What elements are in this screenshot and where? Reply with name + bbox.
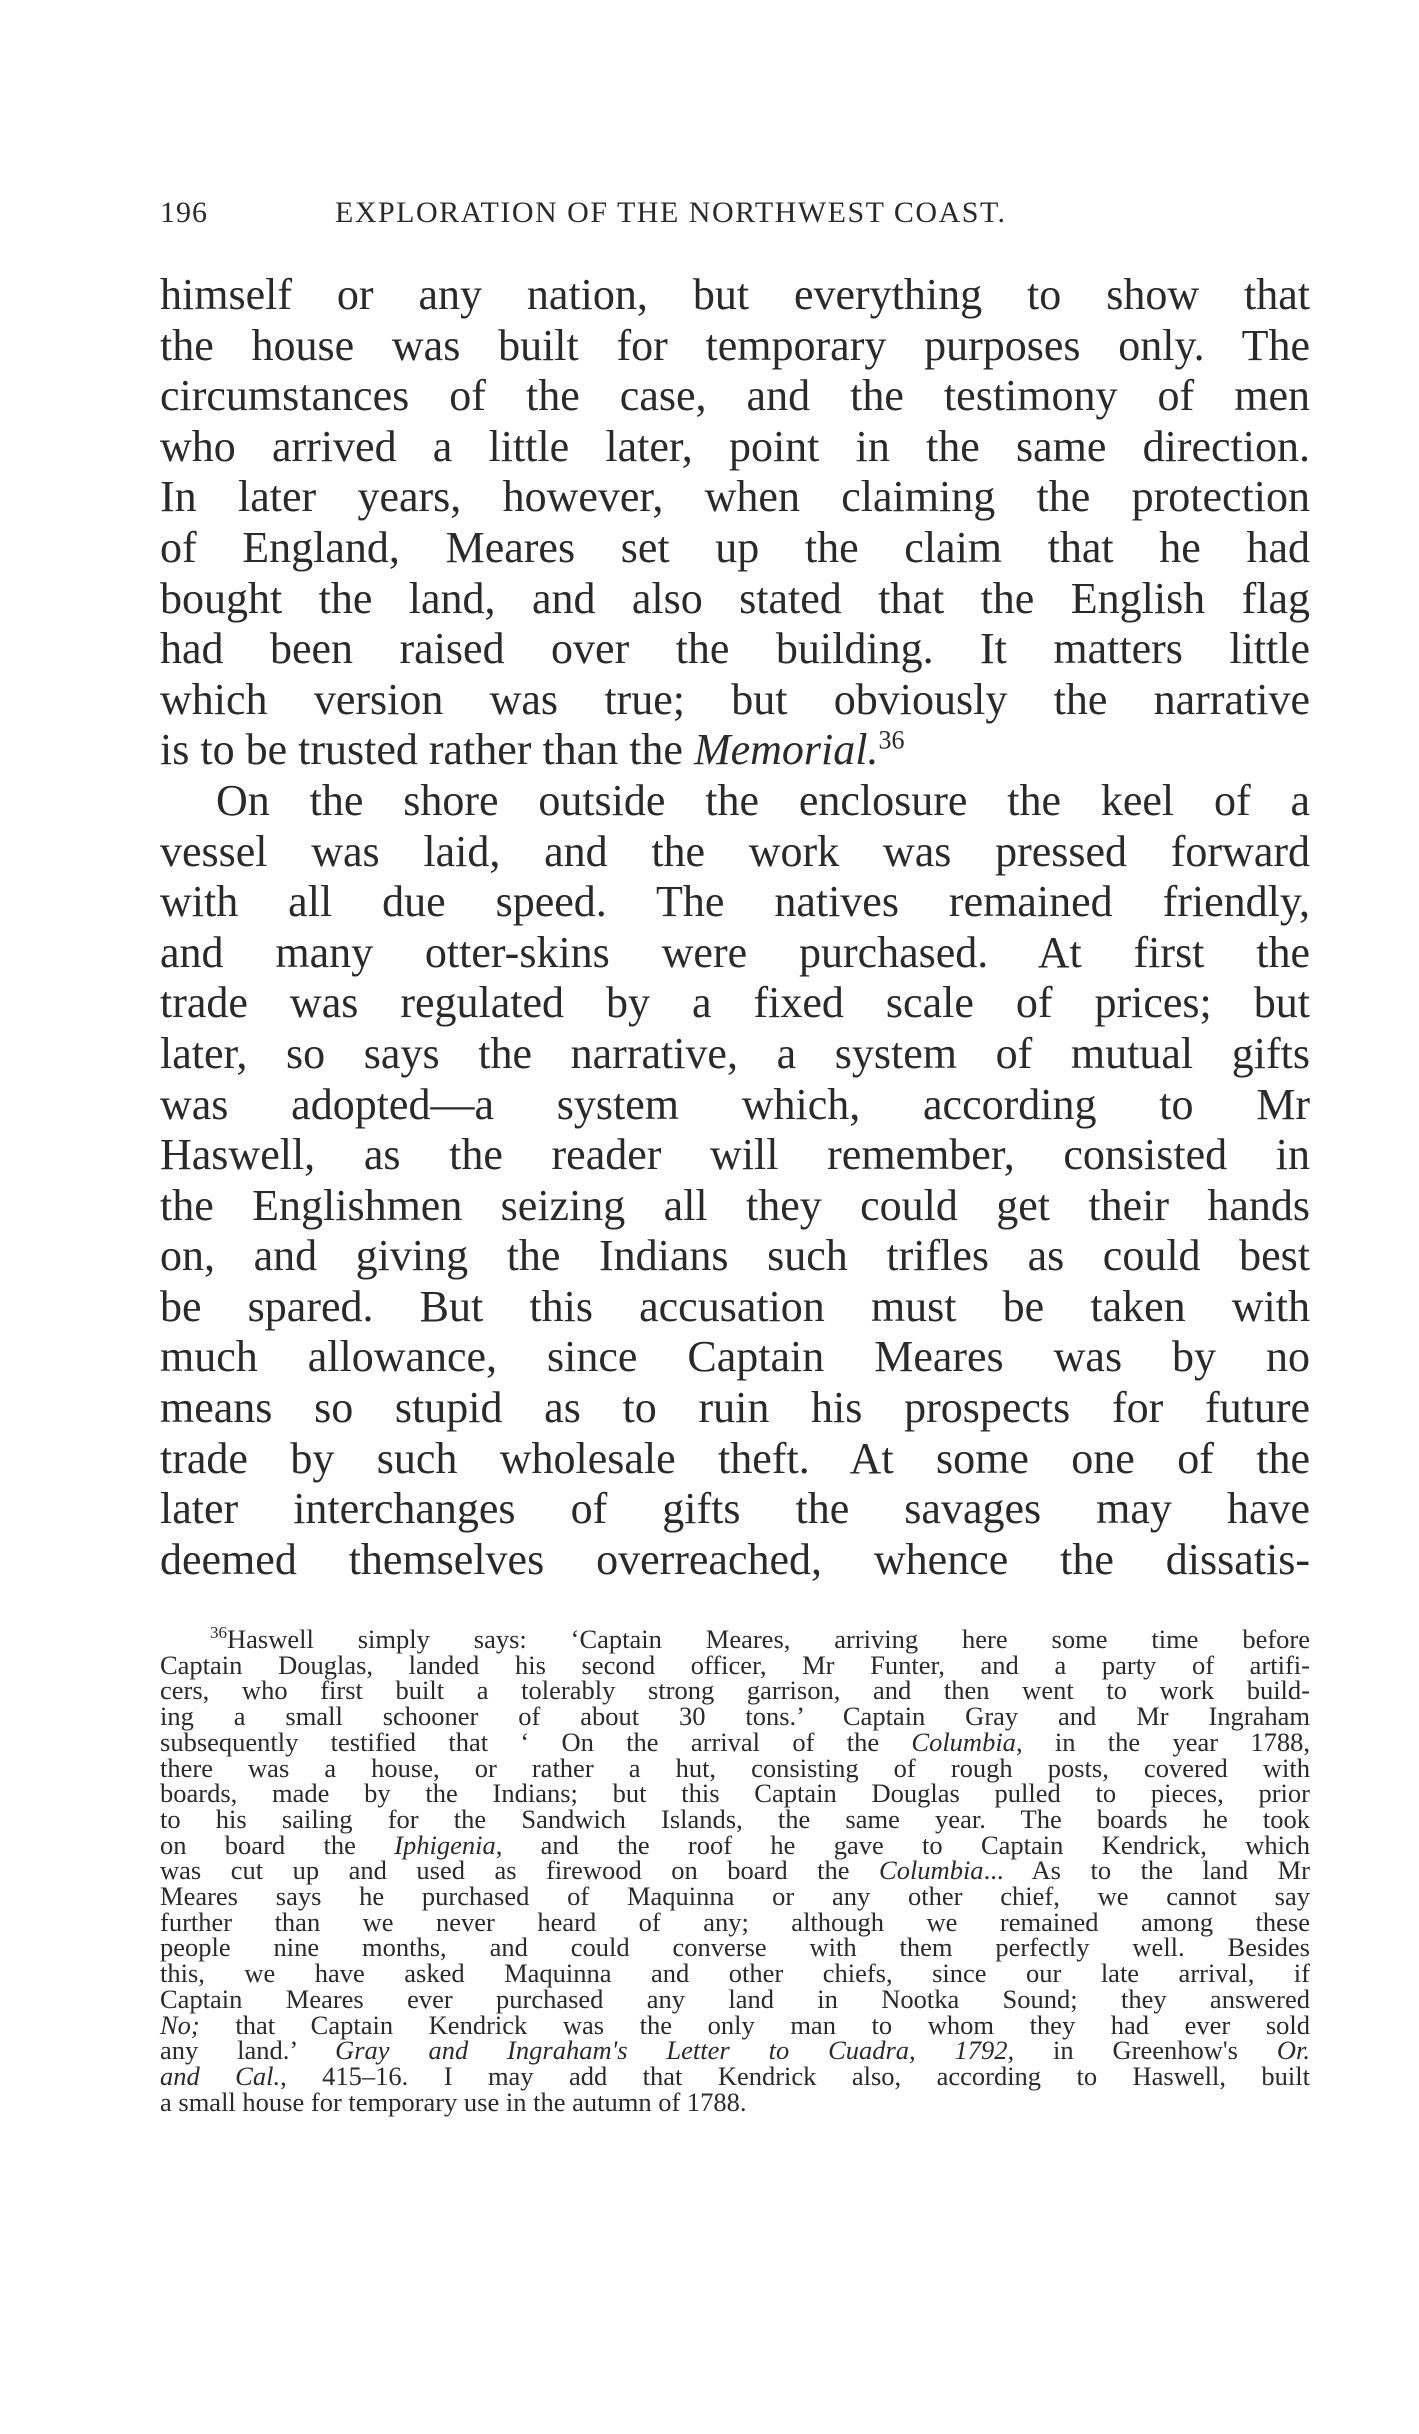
footnote-reference: 36: [878, 725, 905, 755]
body-line: himself or any nation, but everything to show that: [160, 270, 1310, 319]
footnote-text-run: ... As to the land Mr: [983, 1855, 1310, 1886]
footnote-text-run: Haswell simply says: ‘Captain Meares, arriving here some time before: [227, 1624, 1310, 1654]
emphasis: No;: [160, 2009, 200, 2040]
running-head: [160, 196, 1310, 236]
body-line: In later years, however, when claiming the protection: [160, 472, 1310, 522]
body-line: who arrived a little later, point in the same direction.: [160, 421, 1310, 471]
body-text: [160, 270, 1310, 1585]
body-line: bought the land, and also stated that the English flag: [160, 573, 1310, 623]
footnote-text-run: on board the: [160, 1829, 395, 1860]
footnote-line: people nine months, and could converse with them perfectly well. Besides: [160, 1932, 1310, 1963]
footnote-line-last: a small house for temporary use in the autumn of 1788.: [160, 2086, 747, 2117]
footnote-text-run: was cut up and used as firewood on board the: [160, 1855, 880, 1886]
ship-name: Columbia: [911, 1726, 1016, 1757]
footnote-line: this, we have asked Maquinna and other chiefs, since our late arrival, if: [160, 1958, 1310, 1989]
body-line: had been raised over the building. It matters little: [160, 624, 1310, 674]
ship-name: Columbia: [879, 1855, 984, 1886]
footnote-text-run: , 415–16. I may add that Kendrick also, according to Haswell, built: [280, 2060, 1310, 2091]
footnote-text-run: , and the roof he gave to Captain Kendrick, which: [495, 1829, 1310, 1860]
footnote-line: cers, who first built a tolerably strong garrison, and then went to work build-: [160, 1675, 1310, 1706]
citation-title: Gray and Ingraham's Letter to Cuadra, 1792,: [335, 2035, 1015, 2066]
footnote-line: Captain Douglas, landed his second officer, Mr Funter, and a party of artifi-: [160, 1649, 1310, 1680]
body-line: circumstances of the case, and the testimony of men: [160, 371, 1310, 421]
citation-title: Or.: [1276, 2035, 1311, 2066]
body-line: be spared. But this accusation must be taken with: [160, 1281, 1310, 1331]
body-line: much allowance, since Captain Meares was by no: [160, 1332, 1310, 1382]
body-line: Haswell, as the reader will remember, consisted in: [160, 1130, 1310, 1180]
body-line: which version was true; but obviously the narrative: [160, 674, 1310, 724]
footnote-line: Meares says he purchased of Maquinna or any other chief, we cannot say: [160, 1881, 1310, 1912]
footnote: [160, 1623, 1311, 2117]
body-text-run: is to be trusted rather than the: [160, 725, 694, 775]
body-line: the Englishmen seizing all they could get their hands: [160, 1180, 1310, 1230]
body-line: and many otter-skins were purchased. At first the: [160, 927, 1310, 977]
footnote-line: [160, 2060, 1310, 2091]
footnote-number: 36: [210, 1623, 227, 1643]
footnote-text-run: in Greenhow's: [1014, 2035, 1277, 2066]
ship-name: Iphigenia: [394, 1829, 496, 1860]
body-line: vessel was laid, and the work was pressed forward: [160, 826, 1310, 876]
body-line: on, and giving the Indians such trifles as could best: [160, 1231, 1310, 1281]
body-line: of England, Meares set up the claim that he had: [160, 522, 1310, 572]
footnote-text-run: any land.’: [160, 2035, 336, 2066]
footnote-text-run: , in the year 1788,: [1015, 1726, 1310, 1757]
body-line-paragraph-start: On the shore outside the enclosure the keel of a: [216, 775, 1310, 825]
memorial-title: Memorial.: [693, 725, 879, 775]
body-line: trade was regulated by a fixed scale of prices; but: [160, 978, 1310, 1028]
body-line: later, so says the narrative, a system of mutual gifts: [160, 1028, 1310, 1078]
footnote-line: there was a house, or rather a hut, consisting of rough posts, covered with: [160, 1752, 1310, 1783]
footnote-text-run: subsequently testified that ‘ On the arrival of the: [160, 1726, 912, 1757]
footnote-line: further than we never heard of any; although we remained among these: [160, 1906, 1310, 1937]
footnote-line: ing a small schooner of about 30 tons.’ Captain Gray and Mr Ingraham: [160, 1701, 1310, 1732]
footnote-line: Captain Meares ever purchased any land in Nootka Sound; they answered: [160, 1983, 1310, 2014]
running-title: EXPLORATION OF THE NORTHWEST COAST.: [335, 196, 1007, 229]
body-line: was adopted—a system which, according to Mr: [160, 1079, 1310, 1129]
footnote-line: boards, made by the Indians; but this Captain Douglas pulled to pieces, prior: [160, 1778, 1310, 1809]
footnote-line: [160, 1726, 1310, 1757]
footnote-line: [160, 1623, 1310, 1654]
body-line: deemed themselves overreached, whence the dissatis-: [160, 1534, 1310, 1584]
citation-title: and Cal.: [160, 2060, 281, 2091]
body-line-paragraph-end: [160, 725, 1310, 776]
body-line: the house was built for temporary purposes only. The: [160, 320, 1310, 370]
footnote-line: to his sailing for the Sandwich Islands, the same year. The boards he took: [160, 1803, 1310, 1834]
body-line: later interchanges of gifts the savages may have: [160, 1484, 1310, 1534]
page-number: 196: [160, 196, 208, 229]
body-line: with all due speed. The natives remained friendly,: [160, 877, 1310, 927]
body-line: means so stupid as to ruin his prospects for future: [160, 1383, 1310, 1433]
footnote-text-run: that Captain Kendrick was the only man to whom they had ever sold: [199, 2009, 1310, 2040]
body-line: trade by such wholesale theft. At some one of the: [160, 1433, 1310, 1483]
